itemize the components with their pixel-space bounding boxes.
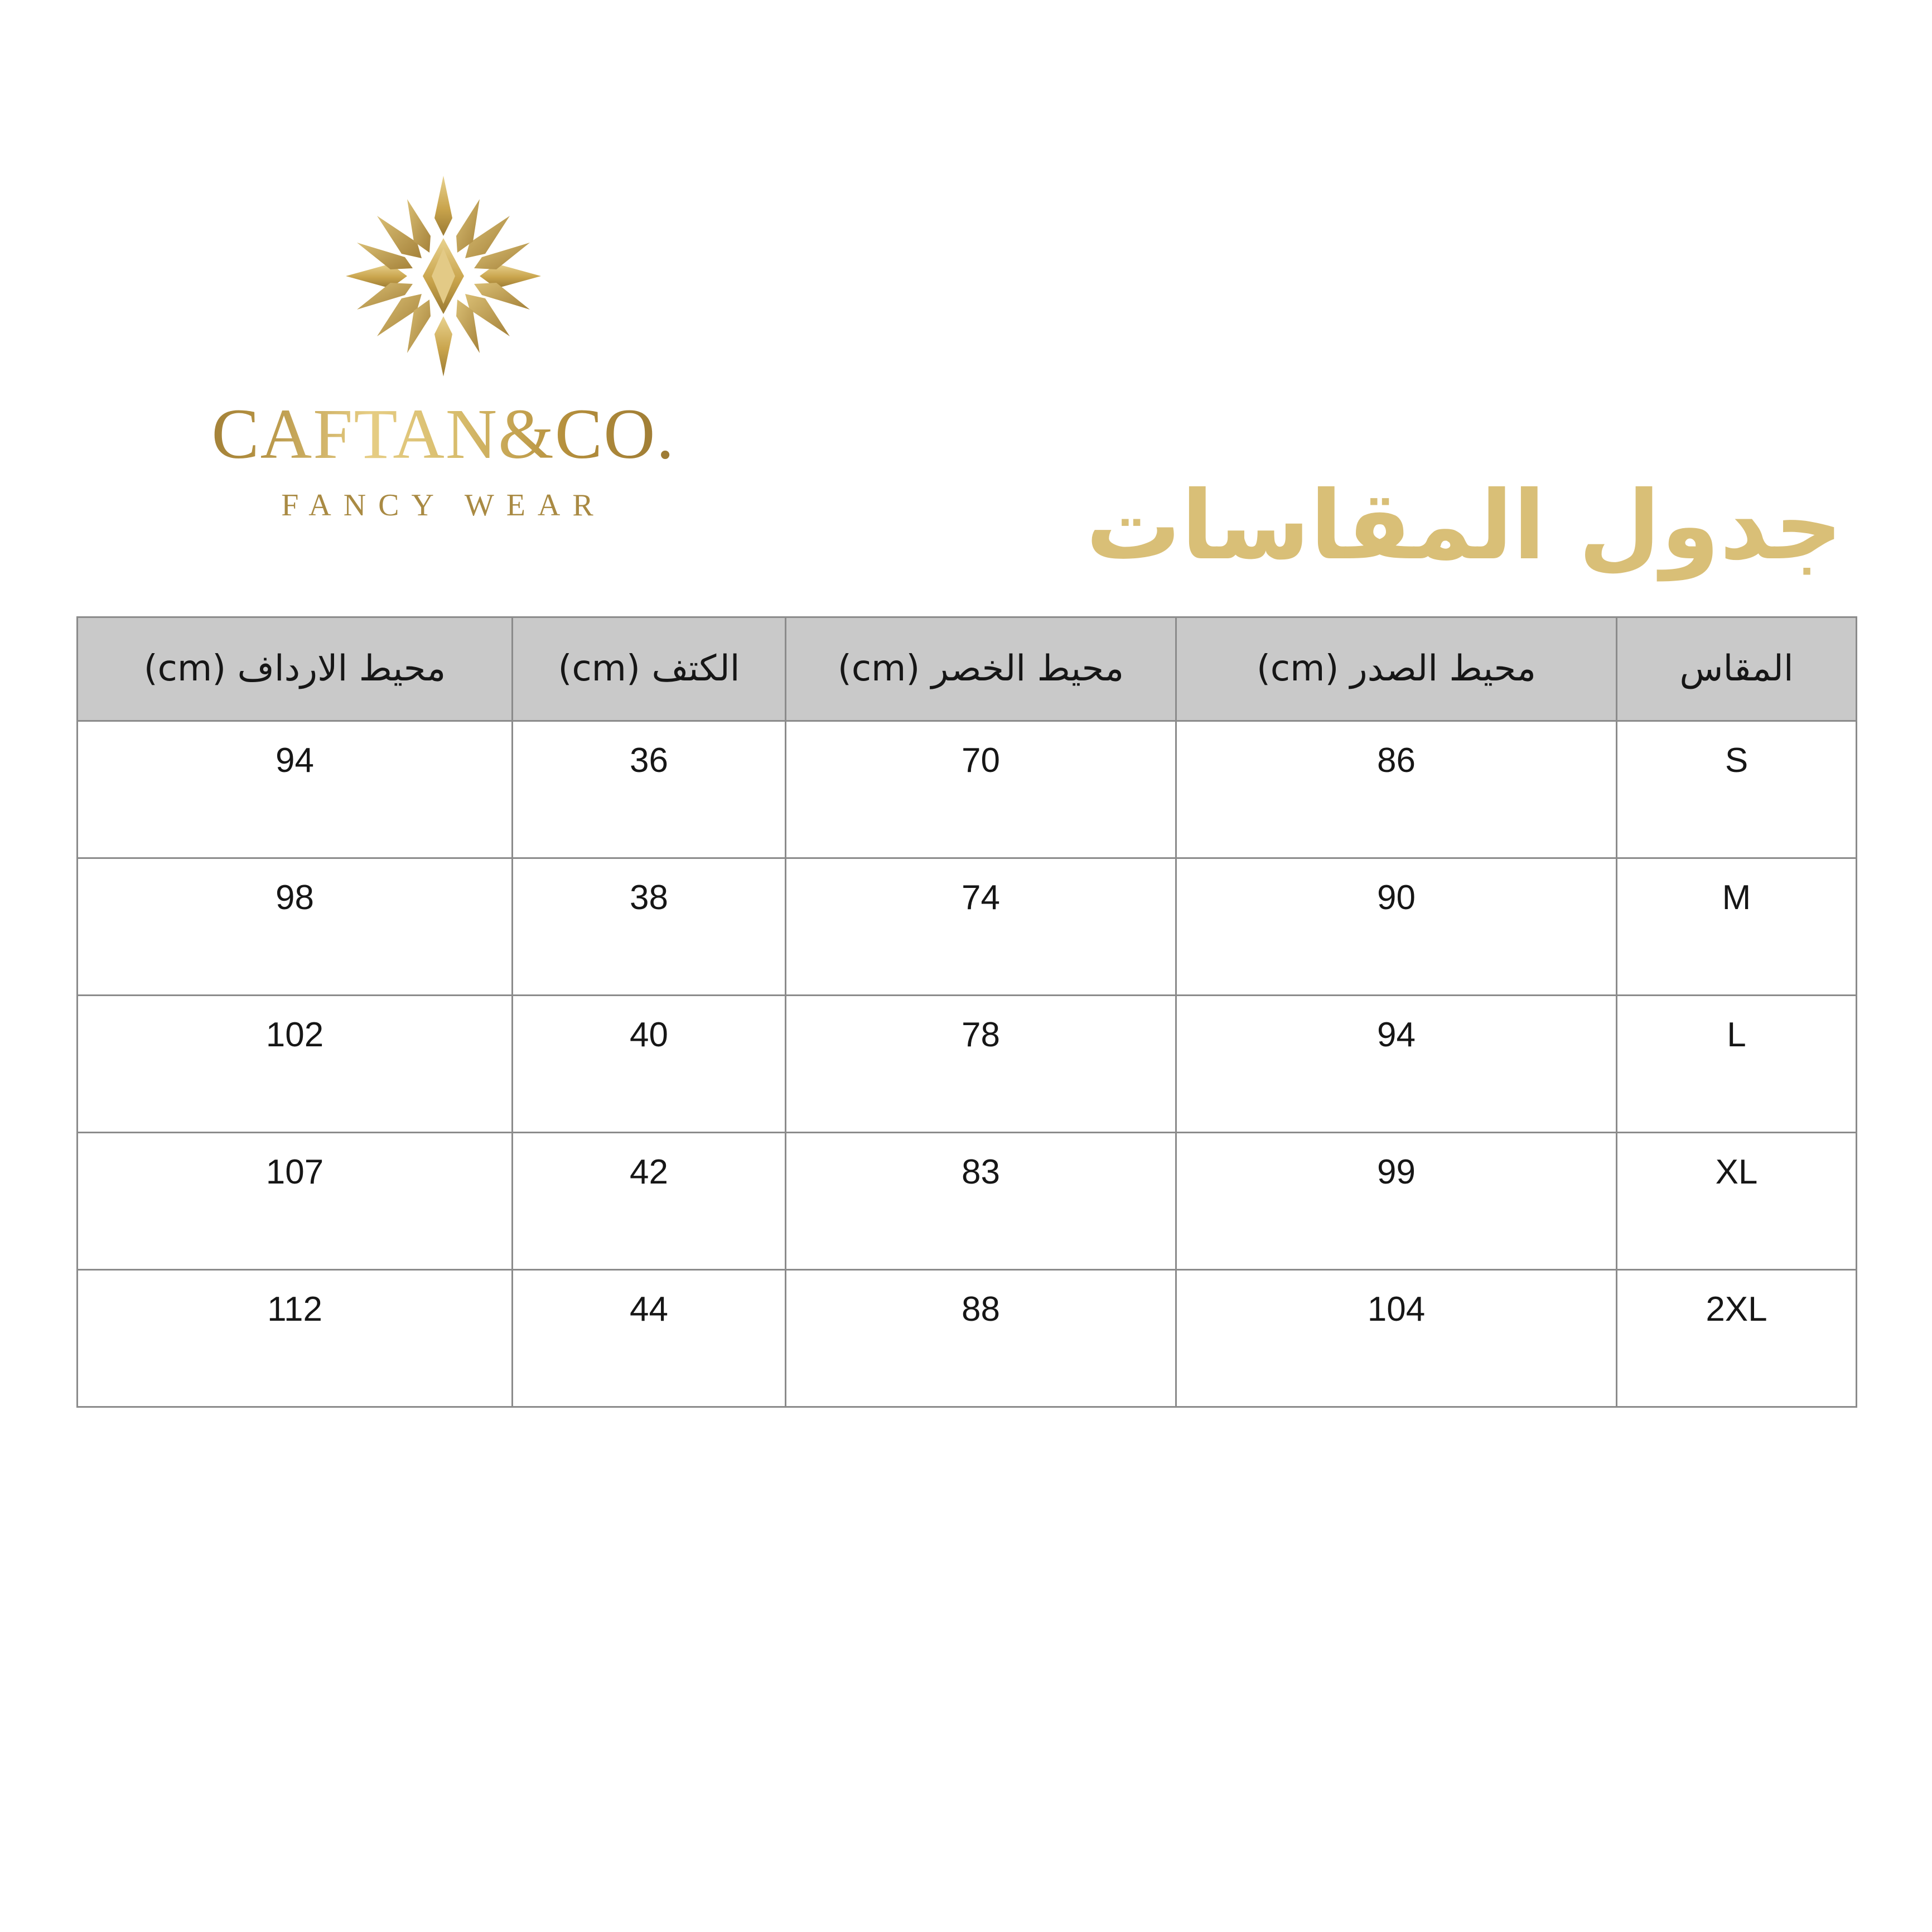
cell-size: XL — [1617, 1133, 1857, 1270]
cell-waist: 88 — [786, 1270, 1176, 1407]
cell-shoulder: 40 — [513, 996, 786, 1133]
ornamental-star-icon — [323, 165, 563, 388]
cell-chest: 99 — [1176, 1133, 1617, 1270]
table-header-row — [78, 617, 1857, 721]
table-body — [78, 721, 1857, 1407]
cell-chest: 104 — [1176, 1270, 1617, 1407]
cell-size: L — [1617, 996, 1857, 1133]
cell-hips: 102 — [78, 996, 513, 1133]
page-title: جدول المقاسات — [1085, 471, 1843, 581]
cell-chest: 86 — [1176, 721, 1617, 858]
cell-shoulder: 36 — [513, 721, 786, 858]
cell-size: S — [1617, 721, 1857, 858]
table-row — [78, 996, 1857, 1133]
size-table — [76, 616, 1857, 1408]
cell-waist: 78 — [786, 996, 1176, 1133]
size-table-container — [78, 616, 1857, 1408]
cell-size: M — [1617, 858, 1857, 996]
header — [0, 139, 1932, 581]
column-header-hips: محيط الارداف (cm) — [78, 617, 513, 721]
column-header-chest: محيط الصدر (cm) — [1176, 617, 1617, 721]
brand-name: CAFTAN&CO. — [137, 393, 750, 475]
column-header-size: المقاس — [1617, 617, 1857, 721]
cell-waist: 83 — [786, 1133, 1176, 1270]
brand-block — [137, 165, 750, 523]
cell-waist: 70 — [786, 721, 1176, 858]
cell-hips: 107 — [78, 1133, 513, 1270]
cell-shoulder: 42 — [513, 1133, 786, 1270]
cell-shoulder: 44 — [513, 1270, 786, 1407]
cell-hips: 112 — [78, 1270, 513, 1407]
cell-chest: 94 — [1176, 996, 1617, 1133]
table-header — [78, 617, 1857, 721]
cell-waist: 74 — [786, 858, 1176, 996]
table-row — [78, 1270, 1857, 1407]
cell-chest: 90 — [1176, 858, 1617, 996]
cell-hips: 98 — [78, 858, 513, 996]
table-row — [78, 1133, 1857, 1270]
table-row — [78, 721, 1857, 858]
column-header-shoulder: الكتف (cm) — [513, 617, 786, 721]
cell-hips: 94 — [78, 721, 513, 858]
cell-shoulder: 38 — [513, 858, 786, 996]
cell-size: 2XL — [1617, 1270, 1857, 1407]
brand-tagline: FANCY WEAR — [281, 488, 606, 523]
column-header-waist: محيط الخصر (cm) — [786, 617, 1176, 721]
table-row — [78, 858, 1857, 996]
